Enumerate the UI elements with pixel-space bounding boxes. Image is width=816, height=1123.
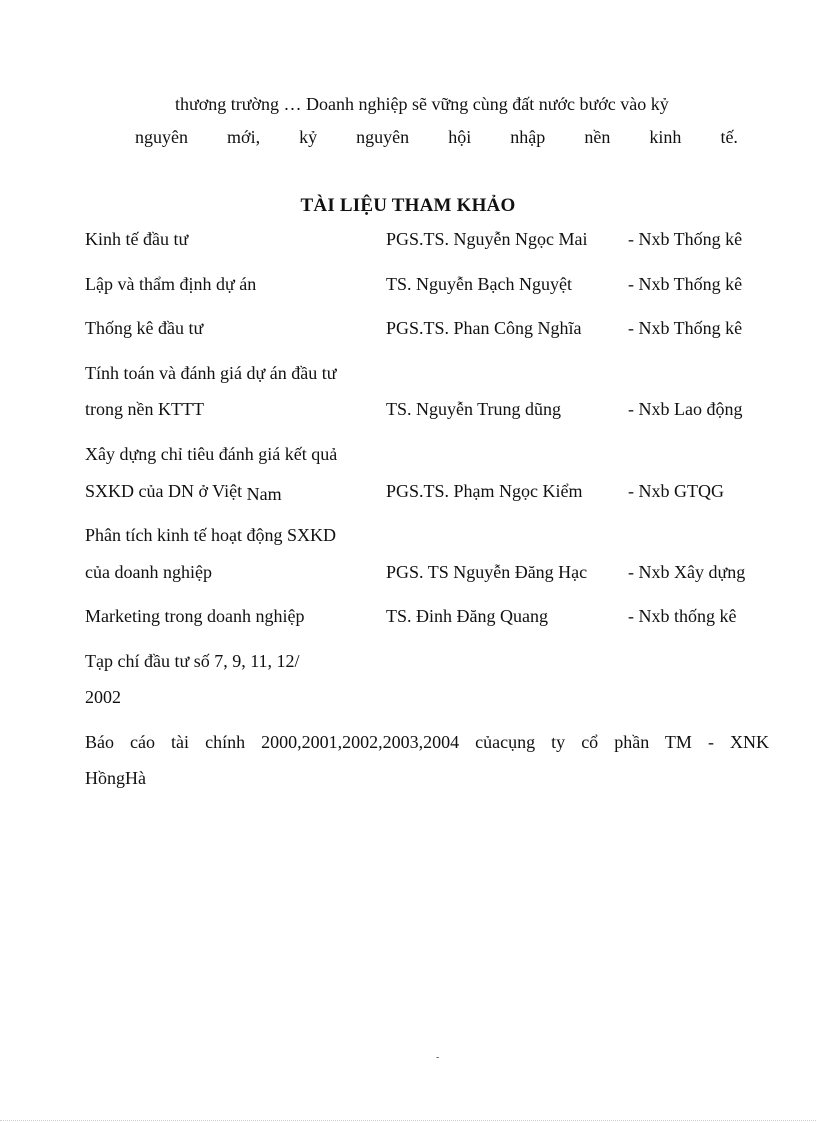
reference-title-cont [85,480,282,502]
reference-publisher: - Nxb thống kê [628,606,737,626]
references-heading: TÀI LIỆU THAM KHẢO [300,195,516,216]
reference-publisher: - Nxb Xây dựng [628,562,746,582]
intro-word: nền [584,127,611,147]
reference-publisher: - Nxb GTQG [628,481,724,501]
footer-divider [0,1120,816,1122]
reference-author: TS. Nguyễn Bạch Nguyệt [386,274,572,294]
intro-word: nhập [510,127,546,147]
page-number-mark: - [436,1052,440,1063]
reference-title: Tính toán và đánh giá dự án đầu tư [85,363,337,383]
report-reference: Báo cáo tài chính 2000,2001,2002,2003,2004 củacụng ty cổ phần TM - XNK [85,732,769,752]
reference-title-cont: trong nền KTTT [85,399,204,419]
intro-word: kinh [649,127,682,147]
journal-reference: Tạp chí đầu tư số 7, 9, 11, 12/ [85,651,300,671]
reference-publisher: - Nxb Thống kê [628,274,743,294]
reference-title: Xây dựng chỉ tiêu đánh giá kết quả [85,444,338,464]
reference-author: PGS. TS Nguyễn Đăng Hạc [386,562,588,582]
intro-word: hội [448,127,472,147]
reference-title-part: SXKD của DN ở Việt [85,481,243,501]
reference-publisher: - Nxb Lao động [628,399,743,419]
intro-word: kỷ [299,127,318,147]
intro-word: nguyên [356,127,410,147]
reference-author: PGS.TS. Phạm Ngọc Kiểm [386,481,583,501]
intro-line-2 [135,126,738,148]
intro-word: nguyên [135,127,188,147]
reference-author: TS. Đinh Đăng Quang [386,606,548,626]
reference-title-part: Nam [246,484,282,504]
reference-title-cont: của doanh nghiệp [85,562,212,582]
report-reference-cont: HồngHà [85,768,146,788]
reference-title: Thống kê đầu tư [85,318,204,338]
intro-word: tế. [720,127,738,147]
reference-publisher: - Nxb Thống kê [628,318,743,338]
reference-title: Marketing trong doanh nghiệp [85,606,305,626]
reference-title: Lập và thẩm định dự án [85,274,257,294]
journal-reference-cont: 2002 [85,687,121,707]
reference-title: Kinh tế đầu tư [85,229,189,249]
intro-word: mới, [227,127,261,147]
reference-author: TS. Nguyễn Trung dũng [386,399,562,419]
reference-author: PGS.TS. Phan Công Nghĩa [386,318,582,338]
intro-line-1: thương trường … Doanh nghiệp sẽ vững cùng đất nước bước vào kỷ [175,94,669,114]
reference-publisher: - Nxb Thống kê [628,229,743,249]
reference-author: PGS.TS. Nguyễn Ngọc Mai [386,229,588,249]
reference-title: Phân tích kinh tế hoạt động SXKD [85,525,336,545]
